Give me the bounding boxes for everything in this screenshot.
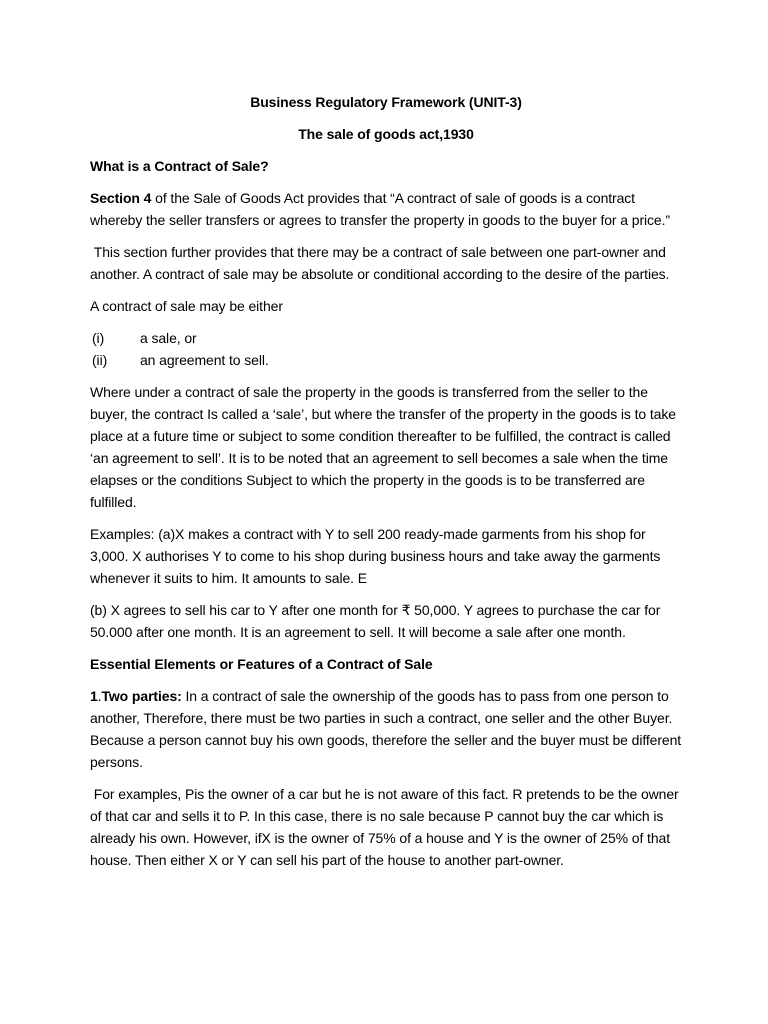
list-item-text: a sale, or — [140, 330, 197, 346]
paragraph-two-parties — [90, 685, 682, 773]
paragraph-bold-lead: Two parties: — [101, 688, 182, 704]
list-item-text: an agreement to sell. — [140, 352, 269, 368]
document-page — [90, 91, 682, 881]
paragraph-examples-car-house: For examples, Pis the owner of a car but he is not aware of this fact. R pretends to be the owner of that car and sells it to P. In this case, there is no sale because P cannot buy the car which is already his own. However, ifX is the owner of 75% of a house and Y is the owner of 25% of that house. Then either X or Y can sell his part of the house to another part-owner. — [90, 786, 679, 868]
contract-types-list — [90, 327, 682, 371]
paragraph-sale-vs-agreement: Where under a contract of sale the property in the goods is transferred from the seller to the buyer, the contract Is called a ‘sale’, but where the transfer of the property in the goods is to take place at a future time or subject to some condition thereafter to be fulfilled, the contract is called ‘an agreement to sell’. It is to be noted that an agreement to sell becomes a sale when the time elapses or the conditions Subject to which the property in the goods is to be transferred are fulfilled. — [90, 384, 676, 510]
section-heading-essential-elements: Essential Elements or Features of a Contract of Sale — [90, 656, 433, 672]
paragraph-bold-lead: Section 4 — [90, 190, 152, 206]
list-item — [90, 327, 682, 349]
paragraph-part-owner: This section further provides that there may be a contract of sale between one part-owner and another. A contract of sale may be absolute or conditional according to the desire of the parties. — [90, 244, 670, 282]
paragraph-number-dot: . — [97, 688, 102, 704]
document-title: Business Regulatory Framework (UNIT-3) — [250, 94, 522, 110]
list-item — [90, 349, 682, 371]
paragraph-example-a: Examples: (a)X makes a contract with Y to sell 200 ready-made garments from his shop for 3,000. X authorises Y to come to his shop during business hours and take away the garments whenever it suits to him. It amounts to sale. E — [90, 526, 661, 586]
paragraph-either: A contract of sale may be either — [90, 298, 283, 314]
section-heading-contract-of-sale: What is a Contract of Sale? — [90, 158, 269, 174]
paragraph-section-4 — [90, 187, 682, 231]
paragraph-text: In a contract of sale the ownership of the goods has to pass from one person to another, Therefore, there must be two parties in such a contract, one seller and the other Buyer. Because a person cannot buy his own goods, therefore the seller and the buyer must be different persons. — [90, 688, 682, 770]
list-item-number: (ii) — [92, 352, 108, 368]
document-subtitle: The sale of goods act,1930 — [298, 126, 474, 142]
paragraph-text: of the Sale of Goods Act provides that “A contract of sale of goods is a contract whereby the seller transfers or agrees to transfer the property in goods to the buyer for a price.” — [90, 190, 670, 228]
paragraph-example-b: (b) X agrees to sell his car to Y after one month for ₹ 50,000. Y agrees to purchase the car for 50.000 after one month. It is an agreement to sell. It will become a sale after one month. — [90, 602, 661, 640]
list-item-number: (i) — [92, 330, 105, 346]
paragraph-number: 1 — [90, 688, 98, 704]
